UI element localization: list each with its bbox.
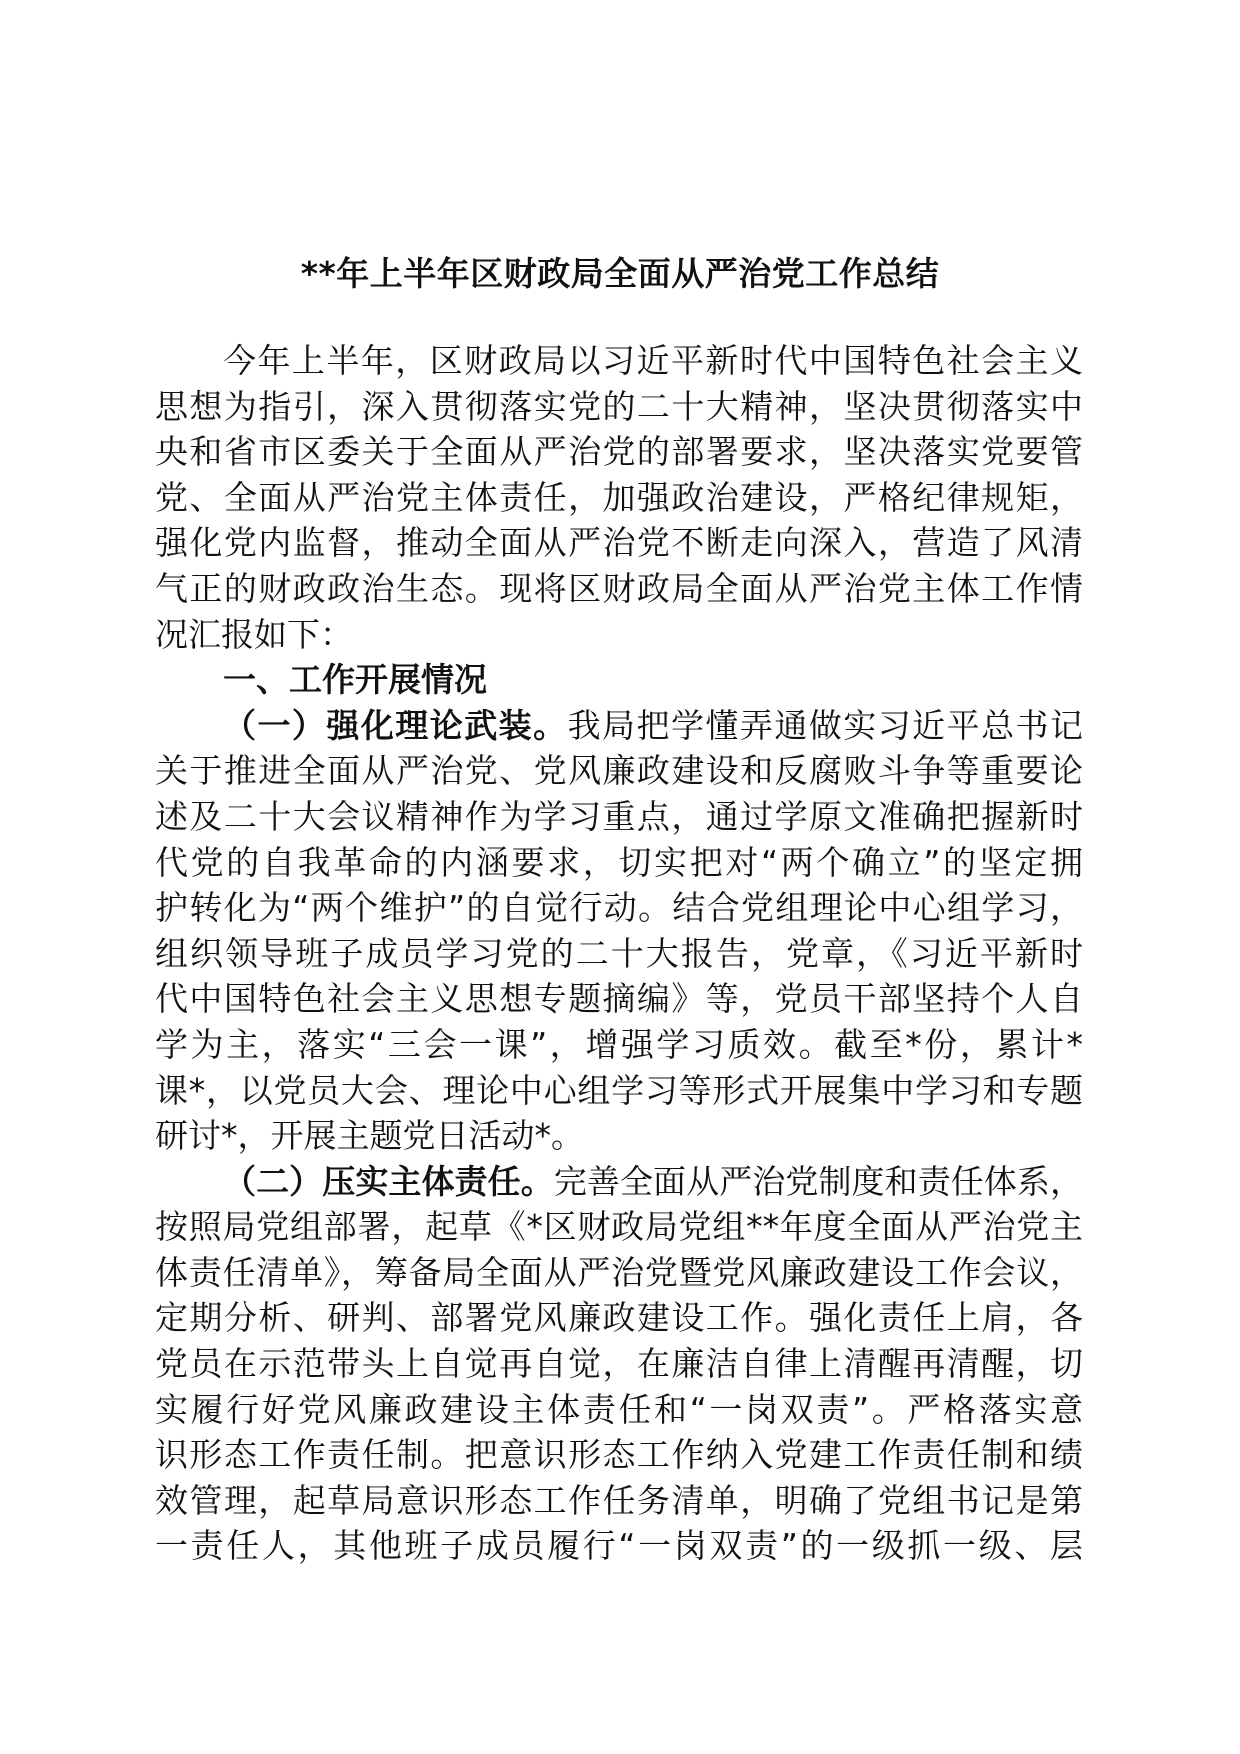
subsection-2 [155, 1159, 1083, 1569]
text-span: 完善全面从严治党制度和责任体系， [553, 1161, 1084, 1201]
text-line [155, 703, 1083, 749]
text-line [155, 1159, 1083, 1205]
text-line: 识形态工作责任制。把意识形态工作纳入党建工作责任制和绩 [155, 1435, 1083, 1475]
document-body [155, 338, 1083, 1569]
text-line: 课*，以党员大会、理论中心组学习等形式开展集中学习和专题 [155, 1070, 1083, 1110]
text-line: 体责任清单》，筹备局全面从严治党暨党风廉政建设工作会议， [155, 1252, 1083, 1292]
text-line: 今年上半年，区财政局以习近平新时代中国特色社会主义 [223, 341, 1083, 380]
text-line: 效管理，起草局意识形态工作任务清单，明确了党组书记是第 [155, 1480, 1083, 1520]
text-line: 党、全面从严治党主体责任，加强政治建设，严格纪律规矩， [155, 477, 1083, 517]
text-span: 我局把学懂弄通做实习近平总书记 [567, 705, 1084, 745]
text-line: 央和省市区委关于全面从严治党的部署要求，坚决落实党要管 [155, 432, 1083, 472]
subsection-1 [155, 703, 1083, 1159]
text-line: 强化党内监督，推动全面从严治党不断走向深入，营造了风清 [155, 523, 1083, 563]
text-line: 护转化为“两个维护”的自觉行动。结合党组理论中心组学习， [155, 888, 1083, 928]
section-heading [155, 657, 1083, 703]
text-line: 气正的财政政治生态。现将区财政局全面从严治党主体工作情 [155, 568, 1083, 608]
text-line: 代党的自我革命的内涵要求，切实把对“两个确立”的坚定拥 [155, 842, 1083, 882]
text-line: 况汇报如下： [155, 614, 353, 654]
text-line: 关于推进全面从严治党、党风廉政建设和反腐败斗争等重要论 [155, 751, 1083, 791]
section-heading-text: 一、工作开展情况 [223, 660, 487, 700]
intro-paragraph [155, 338, 1083, 657]
text-line: 述及二十大会议精神作为学习重点，通过学原文准确把握新时 [155, 796, 1083, 836]
text-line: 实履行好党风廉政建设主体责任和“一岗双责”。严格落实意 [155, 1389, 1083, 1429]
text-line: 组织领导班子成员学习党的二十大报告，党章，《习近平新时 [155, 933, 1083, 973]
text-line: 按照局党组部署，起草《*区财政局党组**年度全面从严治党主 [155, 1207, 1083, 1247]
text-line: 研讨*，开展主题党日活动*。 [155, 1116, 584, 1156]
text-line: 代中国特色社会主义思想专题摘编》等，党员干部坚持个人自 [155, 979, 1083, 1019]
text-line: 一责任人，其他班子成员履行“一岗双责”的一级抓一级、层 [155, 1526, 1083, 1566]
text-line: 党员在示范带头上自觉再自觉，在廉洁自律上清醒再清醒，切 [155, 1344, 1083, 1384]
subsection-heading: （一）强化理论武装。 [223, 705, 568, 745]
text-line: 思想为指引，深入贯彻落实党的二十大精神，坚决贯彻落实中 [155, 386, 1083, 426]
subsection-heading: （二）压实主体责任。 [223, 1161, 554, 1201]
document-title: **年上半年区财政局全面从严治党工作总结 [300, 254, 940, 293]
text-line: 学为主，落实“三会一课”，增强学习质效。截至*份，累计* [155, 1024, 1083, 1064]
text-line: 定期分析、研判、部署党风廉政建设工作。强化责任上肩，各 [155, 1298, 1083, 1338]
